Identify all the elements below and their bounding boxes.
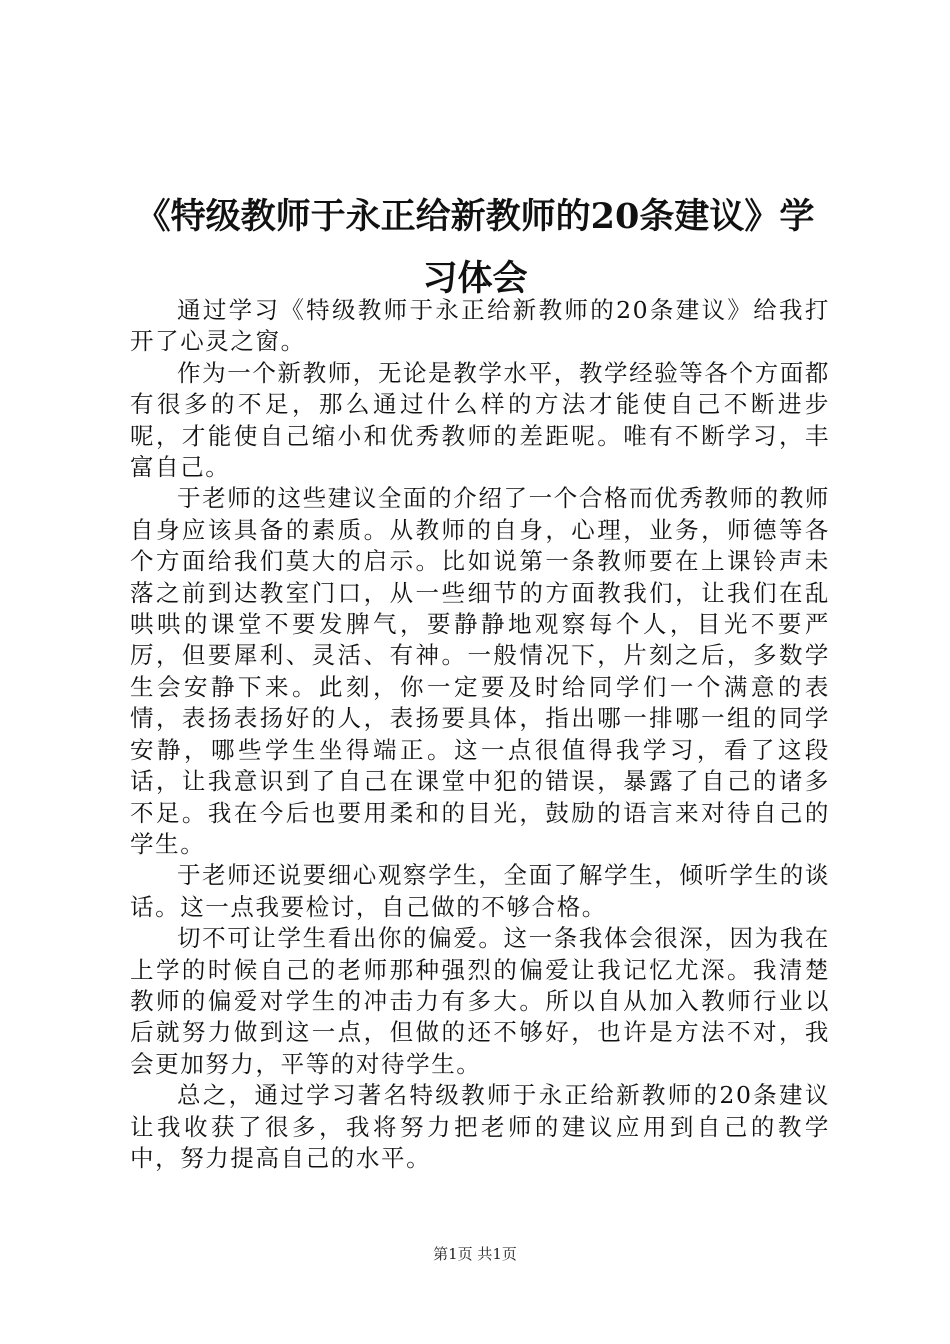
document-title: 《特级教师于永正给新教师的20条建议》学习体会 [135, 196, 815, 299]
document-body [130, 295, 830, 1174]
paragraph: 切不可让学生看出你的偏爱。这一条我体会很深，因为我在上学的时候自己的老师那种强烈的偏爱让我记忆尤深。我清楚教师的偏爱对学生的冲击力有多大。所以自从加入教师行业以后就努力做到这一点，但做的还不够好，也许是方法不对，我会更加努力，平等的对待学生。 [130, 924, 830, 1078]
paragraph: 于老师还说要细心观察学生，全面了解学生，倾听学生的谈话。这一点我要检讨，自己做的不够合格。 [130, 861, 830, 921]
paragraph: 总之，通过学习著名特级教师于永正给新教师的20条建议让我收获了很多，我将努力把老师的建议应用到自己的教学中，努力提高自己的水平。 [130, 1081, 830, 1172]
paragraph: 通过学习《特级教师于永正给新教师的20条建议》给我打开了心灵之窗。 [130, 296, 830, 356]
paragraph: 作为一个新教师，无论是教学水平，教学经验等各个方面都有很多的不足，那么通过什么样的方法才能使自己不断进步呢，才能使自己缩小和优秀教师的差距呢。唯有不断学习，丰富自己。 [130, 358, 830, 482]
page-number-footer: 第1页 共1页 [433, 1245, 517, 1263]
paragraph: 于老师的这些建议全面的介绍了一个合格而优秀教师的教师自身应该具备的素质。从教师的自身，心理，业务，师德等各个方面给我们莫大的启示。比如说第一条教师要在上课铃声未落之前到达教室门口，从一些细节的方面教我们，让我们在乱哄哄的课堂不要发脾气，要静静地观察每个人，目光不要严厉，但要犀利、灵活、有神。一般情况下，片刻之后，多数学生会安静下来。此刻，你一定要及时给同学们一个满意的表情，表扬表扬好的人，表扬要具体，指出哪一排哪一组的同学安静，哪些学生坐得端正。这一点很值得我学习，看了这段话，让我意识到了自己在课堂中犯的错误，暴露了自己的诸多不足。我在今后也要用柔和的目光，鼓励的语言来对待自己的学生。 [130, 484, 830, 858]
